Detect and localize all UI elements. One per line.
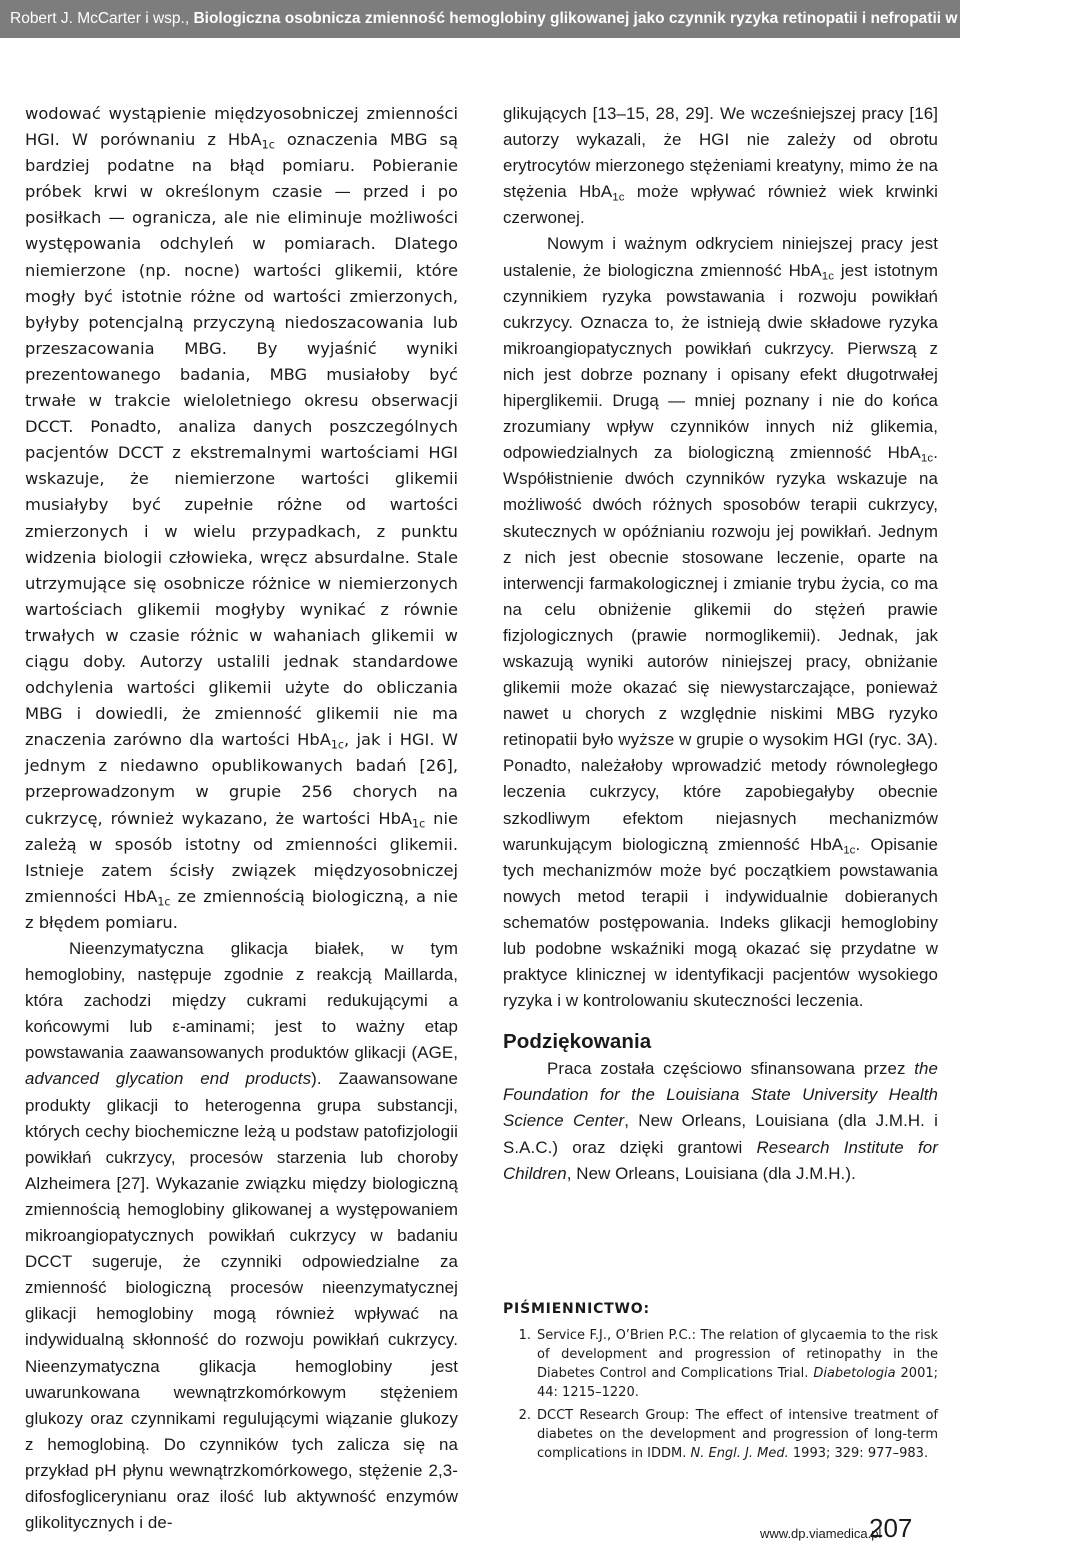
header-authors: Robert J. McCarter i wsp., <box>10 10 190 27</box>
left-column <box>25 101 458 1536</box>
running-header <box>0 0 1078 38</box>
references-heading: PIŚMIENNICTWO: <box>503 1301 650 1317</box>
footer-url[interactable]: www.dp.viamedica.pl <box>760 1526 882 1541</box>
right-paragraph-1: glikujących [13–15, 28, 29]. We wcześniejszej pracy [16] autorzy wykazali, że HGI nie zależy od obrotu erytrocytów mierzonego stężeniami kreatyny, mimo że na stężenia HbA$_{1c}$ może wpływać również wiek krwinki czerwonej. <box>503 104 938 228</box>
header-article-title: Biologiczna osobnicza zmienność hemoglobiny glikowanej jako czynnik ryzyka retinopatii i nefropatii w cukrzycy typu 1 <box>193 10 1078 27</box>
left-paragraph-1: wodować wystąpienie międzyosobniczej zmienności HGI. W porównaniu z HbA$_{1c}$ oznaczenia MBG są bardziej podatne na błąd pomiaru. Pobieranie próbek krwi w określonym czasie — przed i po posiłkach — ogranicza, ale nie eliminuje możliwości występowania odchyleń w pomiarach. Dlatego niemierzone (np. nocne) wartości glikemii, które mogły być istotnie różne od wartości zmierzonych, byłyby potencjalną przyczyną niedoszacowania lub przeszacowania MBG. By wyjaśnić wyniki prezentowanego badania, MBG musiałoby być trwałe w trakcie wieloletniego okresu obserwacji DCCT. Ponadto, analiza danych poszczególnych pacjentów DCCT z ekstremalnymi wartościami HGI wskazuje, że niemierzone wartości glikemii musiałyby być zupełnie różne od wartości zmierzonych i w wielu przypadkach, z punktu widzenia biologii człowieka, wręcz absurdalne. Stale utrzymujące się osobnicze różnice w niemierzonych wartościach glikemii mogłyby wynikać z równie trwałych w czasie różnic w wahaniach glikemii w ciągu doby. Autorzy ustalili jednak standardowe odchylenia wartości glikemii użyte do obliczania MBG i dowiedli, że zmienność glikemii nie ma znaczenia zarówno dla wartości HbA$_{1c}$, jak i HGI. W jednym z niedawno opublikowanych badań [26], przeprowadzonym w grupie 256 chorych na cukrzycę, również wykazano, że wartości HbA$_{1c}$ nie zależą w sposób istotny od zmienności glikemii. Istnieje zatem ścisły związek międzyosobniczej zmienności HbA$_{1c}$ ze zmiennością biologiczną, a nie z błędem pomiaru. <box>25 104 459 932</box>
reference-list <box>503 1326 938 1467</box>
acknowledgements-paragraph: Praca została częściowo sfinansowana przez the Foundation for the Louisiana State University Health Science Center, New Orleans, Louisiana (dla J.M.H. i S.A.C.) oraz dzięki grantowi Research Institute for Children, New Orleans, Louisiana (dla J.M.H.). <box>503 1059 939 1183</box>
reference-item: 1. Service F.J., O’Brien P.C.: The relation of glycaemia to the risk of development and progression of retinopathy in the Diabetes Control and Complications Trial. Diabetologia 2001; 44: 1215–1220. <box>518 1328 938 1400</box>
reference-item: 2. DCCT Research Group: The effect of intensive treatment of diabetes on the development and progression of long-term complications in IDDM. N. Engl. J. Med. 1993; 329: 977–983. <box>518 1408 938 1461</box>
page-number: 207 <box>869 1513 913 1543</box>
right-paragraph-2: Nowym i ważnym odkryciem niniejszej pracy jest ustalenie, że biologiczna zmienność HbA$_{1c}$ jest istotnym czynnikiem ryzyka powstawania i rozwoju powikłań cukrzycy. Oznacza to, że istnieją dwie składowe ryzyka mikroangiopatycznych powikłań cukrzycy. Pierwszą z nich jest dobrze poznany i opisany efekt długotrwałej hiperglikemii. Drugą — mniej poznany i nie do końca zrozumiany wpływ czynników innych niż glikemia, odpowiedzialnych za biologiczną zmienność HbA$_{1c}$. Współistnienie dwóch czynników ryzyka wskazuje na możliwość dwóch różnych sposobów terapii cukrzycy, skutecznych w opóźnianiu rozwoju jej powikłań. Jednym z nich jest obecnie stosowane leczenie, oparte na interwencji farmakologicznej i zmianie trybu życia, co ma na celu obniżenie glikemii do stężeń prawie fizjologicznych (prawie normoglikemii). Jednak, jak wskazują wyniki autorów niniejszej pracy, obniżanie glikemii może okazać się niewystarczające, ponieważ nawet u chorych z względnie niskimi MBG ryzyko retinopatii było wyższe w grupie o wysokim HGI (ryc. 3A). Ponadto, należałoby wprowadzić metody równoległego leczenia cukrzycy, które zapobiegałyby obecnie szkodliwym efektom niejasnych mechanizmów warunkującym biologiczną zmienność HbA$_{1c}$. Opisanie tych mechanizmów może być początkiem powstawania nowych metod terapii i indywidualnie dobieranych schematów postępowania. Indeks glikacji hemoglobiny lub podobne wskaźniki mogą okazać się przydatne w praktyce klinicznej w identyfikacji pacjentów wysokiego ryzyka i w kontrolowaniu skuteczności leczenia. <box>503 234 938 1011</box>
left-paragraph-2: Nieenzymatyczna glikacja białek, w tym hemoglobiny, następuje zgodnie z reakcją Maillarda, która zachodzi między cukrami redukującymi a końcowymi lub ε-aminami; jest to ważny etap powstawania zaawansowanych produktów glikacji (AGE, advanced glycation end products). Zaawansowane produkty glikacji to heterogenna grupa substancji, których cechy biochemiczne leżą u podstaw patofizjologii powikłań cukrzycy, procesów starzenia lub choroby Alzheimera [27]. Wykazanie związku między biologiczną zmiennością hemoglobiny glikowanej a występowaniem mikroangiopatycznych powikłań cukrzycy w badaniu DCCT sugeruje, że czynniki odpowiedzialne za zmienność biologiczną procesów nieenzymatycznej glikacji hemoglobiny mogą również wpływać na indywidualną skłonność do rozwoju powikłań cukrzycy. Nieenzymatyczna glikacja hemoglobiny jest uwarunkowana wewnątrzkomórkowym stężeniem glukozy oraz czynnikami regulującymi wiązanie glukozy z hemoglobiną. Do czynników tych zalicza się na przykład pH płynu wewnątrzkomórkowego, stężenie 2,3-difosfoglicerynianu oraz ilość lub aktywność enzymów glikolitycznych i de- <box>25 939 459 1533</box>
right-column <box>503 101 938 1187</box>
acknowledgements-heading: Podziękowania <box>503 1030 652 1054</box>
